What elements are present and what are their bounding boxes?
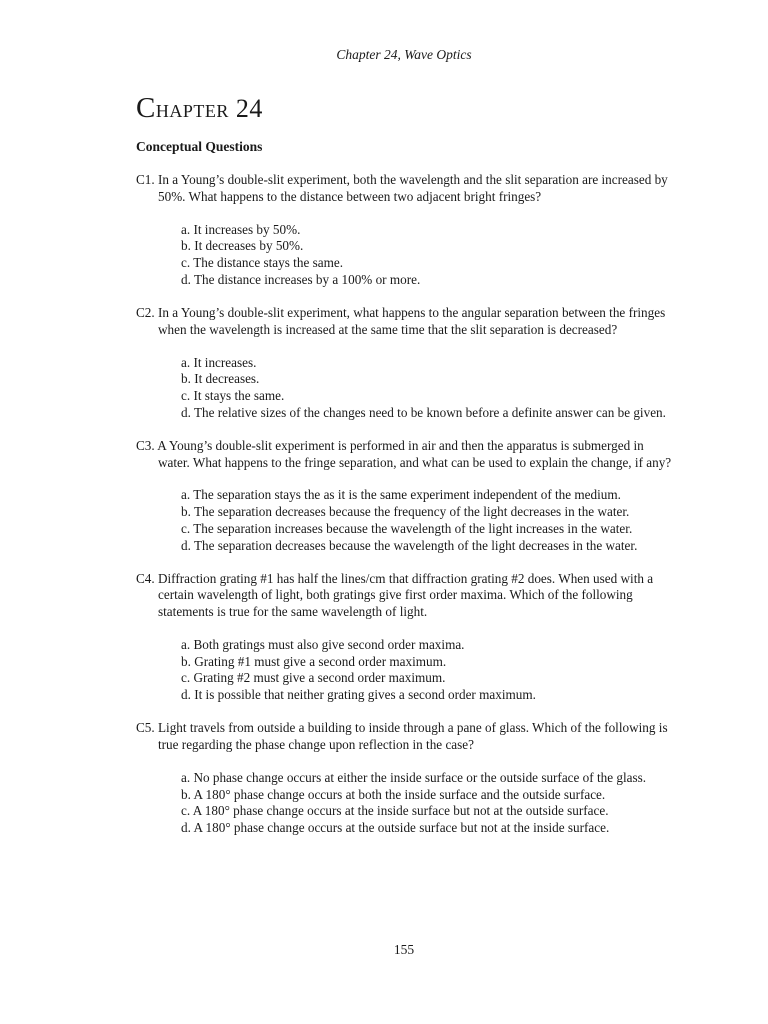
chapter-title-rest: hapter 24 — [155, 94, 263, 123]
question-number: C5. — [136, 720, 155, 736]
question-item — [136, 172, 676, 288]
answer-option: c. A 180° phase change occurs at the inside surface but not at the outside surface. — [181, 803, 609, 819]
answer-option: b. It decreases by 50%. — [181, 238, 304, 254]
question-item — [136, 571, 676, 704]
question-item — [136, 720, 676, 836]
answer-option: c. Grating #2 must give a second order maximum. — [181, 670, 446, 686]
answer-options — [136, 487, 676, 554]
chapter-title — [136, 92, 263, 125]
question-item — [136, 438, 676, 554]
question-stem — [136, 720, 676, 753]
page-number: 155 — [393, 942, 415, 957]
running-head: Chapter 24, Wave Optics — [336, 47, 472, 62]
question-stem — [136, 438, 676, 471]
question-text: Diffraction grating #1 has half the lines/cm that diffraction grating #2 does. When used with a certain wavelength of light, both gratings give first order maxima. Which of the following statements is true for the same wavelength of light. — [157, 570, 654, 620]
answer-option: b. The separation decreases because the frequency of the light decreases in the water. — [181, 504, 630, 520]
question-number: C4. — [136, 570, 155, 586]
answer-option: d. The relative sizes of the changes need to be known before a definite answer can be given. — [181, 404, 666, 420]
question-text: In a Young’s double-slit experiment, what happens to the angular separation between the fringes when the wavelength is increased at the same time that the slit separation is decreased? — [157, 304, 666, 337]
answer-option: a. It increases by 50%. — [181, 221, 301, 237]
section-title: Conceptual Questions — [136, 139, 263, 154]
answer-option: b. It decreases. — [181, 371, 260, 387]
answer-options — [136, 770, 676, 837]
answer-option: d. A 180° phase change occurs at the outside surface but not at the inside surface. — [181, 820, 610, 836]
answer-option: c. It stays the same. — [181, 387, 285, 403]
question-stem — [136, 305, 676, 338]
answer-option: c. The separation increases because the wavelength of the light increases in the water. — [181, 520, 633, 536]
question-list — [136, 172, 676, 853]
answer-option: a. Both gratings must also give second order maxima. — [181, 637, 465, 653]
answer-option: a. The separation stays the as it is the same experiment independent of the medium. — [181, 487, 621, 503]
answer-option: d. The distance increases by a 100% or more. — [181, 271, 421, 287]
question-stem — [136, 571, 676, 621]
answer-option: c. The distance stays the same. — [181, 255, 343, 270]
question-text: Light travels from outside a building to inside through a pane of glass. Which of the following is true regarding the phase change upon reflection in the case? — [157, 720, 668, 753]
question-item — [136, 305, 676, 421]
question-number: C1. — [136, 172, 155, 187]
question-text: A Young’s double-slit experiment is performed in air and then the apparatus is submerged in water. What happens to the fringe separation, and what can be used to explain the change, if any? — [157, 437, 672, 470]
question-number: C3. — [136, 437, 155, 453]
question-stem — [136, 172, 676, 205]
answer-option: a. It increases. — [181, 354, 257, 370]
answer-option: b. A 180° phase change occurs at both the inside surface and the outside surface. — [181, 786, 606, 802]
answer-option: a. No phase change occurs at either the inside surface or the outside surface of the glass. — [181, 769, 647, 785]
question-number: C2. — [136, 304, 155, 320]
answer-options — [136, 637, 676, 704]
answer-option: d. It is possible that neither grating gives a second order maximum. — [181, 687, 536, 703]
answer-options — [136, 222, 676, 289]
answer-options — [136, 355, 676, 422]
question-text: In a Young’s double-slit experiment, both the wavelength and the slit separation are increased by 50%. What happens to the distance between two adjacent bright fringes? — [157, 172, 668, 204]
answer-option: b. Grating #1 must give a second order maximum. — [181, 653, 447, 669]
chapter-title-initial: C — [136, 92, 156, 124]
answer-option: d. The separation decreases because the wavelength of the light decreases in the water. — [181, 537, 638, 553]
